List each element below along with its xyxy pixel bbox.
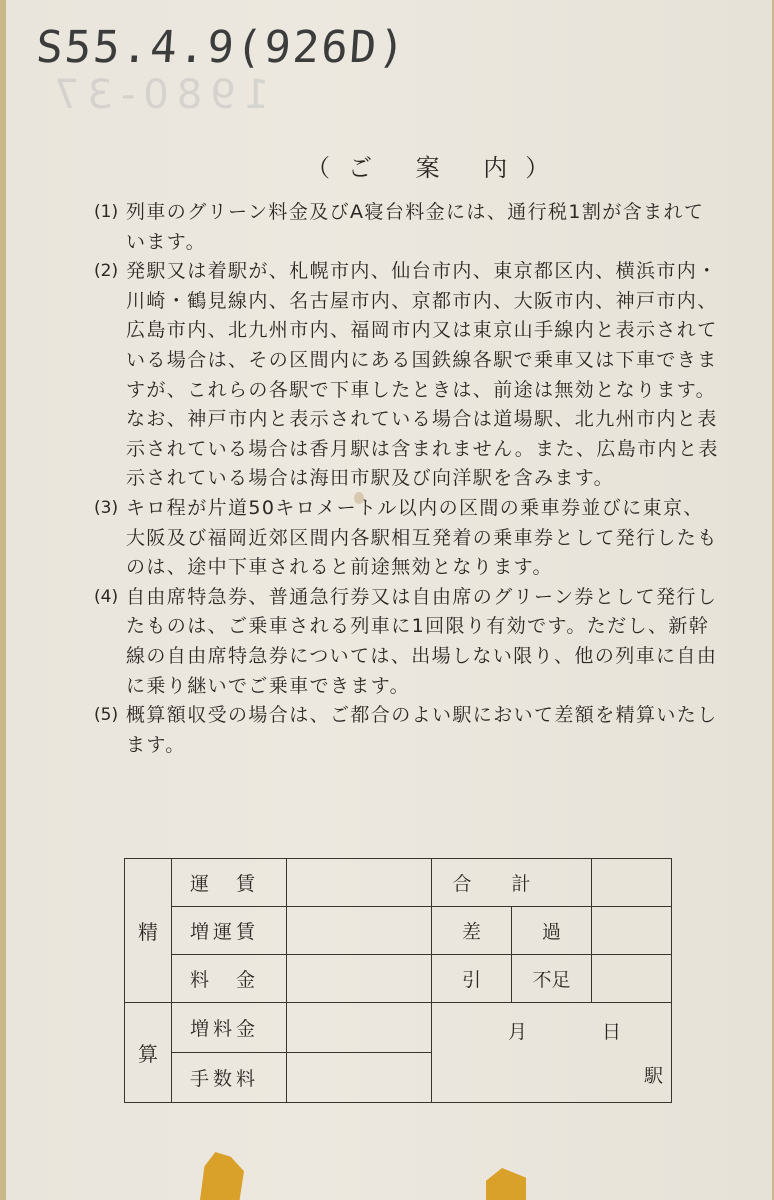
notice-text: 列車のグリーン料金及びA寝台料金には、通行税1割が含まれています。 [126, 201, 705, 253]
notice-text: 自由席特急券、普通急行券又は自由席のグリーン券として発行したものは、ご乗車される列車に1回限り有効です。ただし、新幹線の自由席特急券については、出場しない限り、他の列車に自由に乗り継いでご乗車できます。 [126, 585, 718, 697]
date-station-cell [432, 1003, 672, 1103]
total-amount-cell [592, 859, 672, 907]
diff-short-label: 不足 [512, 955, 592, 1003]
total-label: 合計 [432, 859, 592, 907]
notice-number: (1) [94, 202, 119, 222]
extra-fare-amount-cell [287, 907, 432, 955]
settlement-table [124, 858, 672, 1103]
diff-short-amount-cell [592, 955, 672, 1003]
notice-item [94, 583, 724, 701]
notice-item [94, 257, 724, 494]
commission-amount-cell [287, 1053, 432, 1103]
notice-item [94, 701, 724, 760]
diff-label-sa: 差 [432, 907, 512, 955]
row-label-charge: 料 金 [172, 955, 287, 1003]
diff-over-label: 過 [512, 907, 592, 955]
fare-amount-cell [287, 859, 432, 907]
row-label-extra-charge: 増料金 [172, 1003, 287, 1053]
notice-text: 発駅又は着駅が、札幌市内、仙台市内、東京都区内、横浜市内・川崎・鶴見線内、名古屋市内、京都市内、大阪市内、神戸市内、広島市内、北九州市内、福岡市内又は東京山手線内と表示されている場合は、その区間内にある国鉄線各駅で乗車又は下車できますが、これらの各駅で下車したときは、前途は無効となります。なお、神戸市内と表示されている場合は道場駅、北九州市内と表示されている場合は香月駅は含まれません。また、広島市内と表示されている場合は海田市駅及び向洋駅を含みます。 [126, 260, 719, 490]
ticket-paper [6, 0, 772, 1200]
handwritten-note: S55.4.9(926D) [34, 22, 409, 73]
notice-item [94, 494, 724, 583]
notice-list [94, 198, 724, 760]
charge-amount-cell [287, 955, 432, 1003]
stain-spot [354, 492, 364, 504]
month-label: 月 [508, 1021, 528, 1043]
row-label-commission: 手数料 [172, 1053, 287, 1103]
notice-number: (2) [94, 261, 119, 282]
notice-number: (3) [94, 497, 119, 518]
row-label-extra-fare: 増運賃 [172, 907, 287, 955]
station-label: 駅 [643, 1065, 663, 1087]
row-label-fare: 運 賃 [172, 859, 287, 907]
diff-over-amount-cell [592, 907, 672, 955]
notice-item [94, 198, 724, 257]
side-label-san: 算 [125, 1003, 172, 1103]
notice-title: （ご 案 内） [306, 154, 568, 182]
notice-text: 概算額収受の場合は、ご都合のよい駅において差額を精算いたします。 [126, 704, 718, 756]
notice-number: (5) [94, 705, 119, 726]
extra-charge-amount-cell [287, 1003, 432, 1053]
notice-number: (4) [94, 586, 119, 607]
day-label: 日 [602, 1021, 622, 1043]
side-label-sei: 精 [125, 859, 172, 1003]
notice-text: キロ程が片道50キロメートル以内の区間の乗車券並びに東京、大阪及び福岡近郊区間内各駅相互発着の乗車券として発行したものは、途中下車されると前途無効となります。 [126, 496, 718, 579]
show-through-print: 1980-37 [46, 72, 270, 118]
diff-label-hiki: 引 [432, 955, 512, 1003]
